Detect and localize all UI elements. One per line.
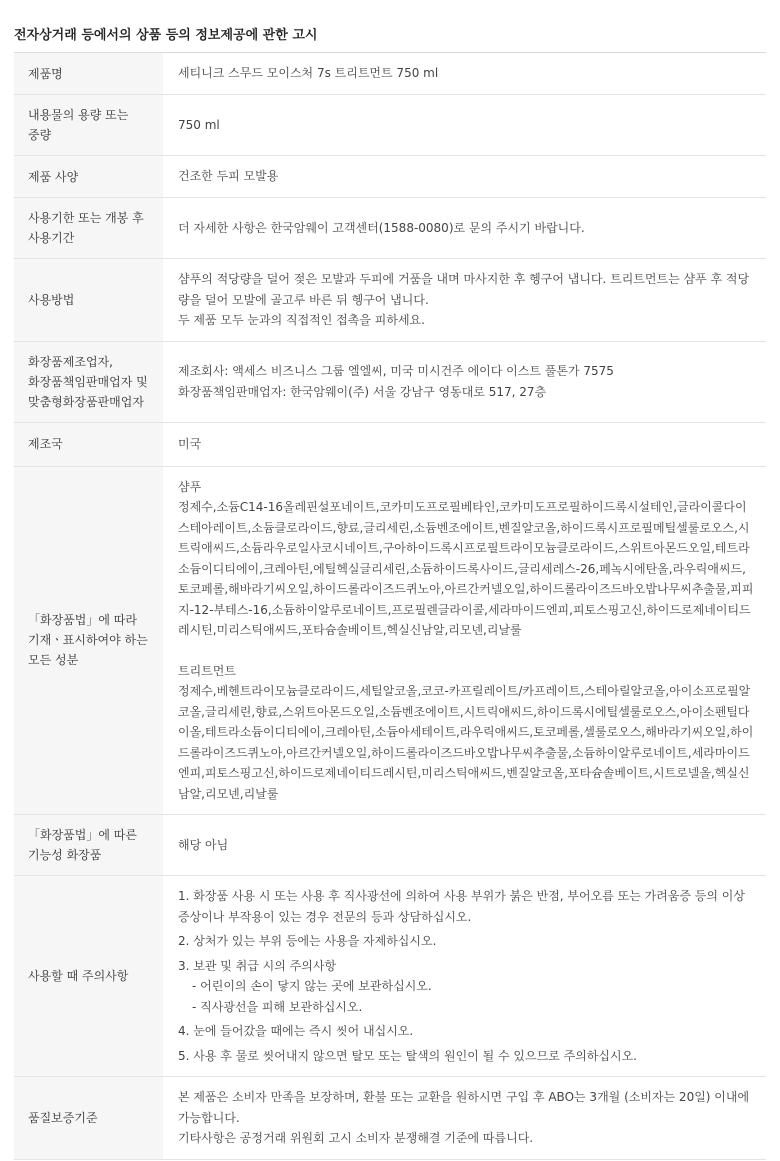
- row-value-volume: 750 ml: [178, 117, 220, 132]
- row-value-manufacturer: [163, 341, 766, 422]
- table-row: [14, 198, 766, 259]
- caution-item: 4. 눈에 들어갔을 때에는 즉시 씻어 내십시오.: [178, 1024, 414, 1038]
- row-value-product-name: 세티니크 스무드 모이스처 7s 트리트먼트 750 ml: [178, 66, 439, 81]
- caution-item: 3. 보관 및 취급 시의 주의사항: [178, 958, 337, 973]
- warranty-line: 기타사항은 공정거래 위원회 고시 소비자 분쟁해결 기준에 따릅니다.: [178, 1131, 534, 1145]
- treatment-ingredients: 정제수,베헨트라이모늄클로라이드,세틸알코올,코코-카프릴레이트/카프레이트,스테아릴알코올,아이소프로필알코올,글리세린,향료,스위트아몬드오일,소듐벤조에이트,시트릭애씨드,하이드록시에틸셀룰로오스,아이소펜틸다이올,테트라소듐이디티에이,크레아틴,소듐아세테이트,라우릭애씨드,토코페롤,셀룰로오스,해바라기씨오일,하이드롤라이즈드퀴노아,아르간커넬오일,하이드롤라이즈드바오밥나무씨추출물,소듐하이알루로네이트,세라마이드엔피,피토스핑고신,하이드로제네이티드레시틴,미리스틱애씨드,벤질알코올,포타슘솔베이트,시트로넬올,헥실신남알,리모넨,리날룰: [178, 684, 754, 801]
- table-row: [14, 156, 766, 198]
- table-row: [14, 259, 766, 342]
- section-title: 전자상거래 등에서의 상품 등의 정보제공에 관한 고시: [14, 28, 318, 43]
- row-label-volume: 내용물의 용량 또는 중량: [14, 95, 163, 156]
- table-row: [14, 1077, 766, 1160]
- warranty-line: 본 제품은 소비자 만족을 보장하며, 환불 또는 교환을 원하시면 구입 후 ABO는 3개월 (소비자는 20일) 이내에 가능합니다.: [178, 1090, 750, 1125]
- row-value-functional: 해당 아님: [178, 837, 229, 852]
- row-label-warranty: 품질보증기준: [14, 1077, 163, 1160]
- row-value-origin: 미국: [178, 436, 202, 451]
- row-value-usage: [163, 259, 766, 342]
- table-row: [14, 815, 766, 876]
- caution-item: 1. 화장품 사용 시 또는 사용 후 직사광선에 의하여 사용 부위가 붉은 반점, 부어오름 또는 가려움증 등의 이상 증상이나 부작용이 있는 경우 전문의 등과 상담하십시오.: [178, 889, 745, 924]
- table-row: [14, 95, 766, 156]
- row-value-cautions: [163, 876, 766, 1077]
- treatment-title: 트리트먼트: [178, 663, 236, 678]
- product-info-table: [14, 52, 766, 1160]
- caution-subitem: - 어린이의 손이 닿지 않는 곳에 보관하십시오.: [192, 979, 432, 993]
- caution-item: 5. 사용 후 물로 씻어내지 않으면 탈모 또는 탈색의 원인이 될 수 있으므로 주의하십시오.: [178, 1048, 637, 1063]
- shampoo-title: 샴푸: [178, 479, 202, 494]
- row-label-ingredients: 「화장품법」에 따라 기재ㆍ표시하여야 하는 모든 성분: [14, 466, 163, 815]
- row-value-expiry: 더 자세한 사항은 한국암웨이 고객센터(1588-0080)로 문의 주시기 바랍니다.: [178, 220, 585, 235]
- caution-item: 2. 상처가 있는 부위 등에는 사용을 자제하십시오.: [178, 934, 437, 948]
- usage-line: 샴푸의 적당량을 덜어 젖은 모발과 두피에 거품을 내며 마사지한 후 헹구어 냅니다. 트리트먼트는 샴푸 후 적당량을 덜어 모발에 골고루 바른 뒤 헹구어 냅니다.: [178, 272, 750, 307]
- row-label-functional: 「화장품법」에 따른 기능성 화장품: [14, 815, 163, 876]
- row-value-warranty: [163, 1077, 766, 1160]
- table-row: [14, 53, 766, 95]
- table-row: [14, 422, 766, 466]
- row-label-product-name: 제품명: [14, 53, 163, 95]
- row-label-expiry: 사용기한 또는 개봉 후 사용기간: [14, 198, 163, 259]
- row-label-manufacturer: 화장품제조업자, 화장품책임판매업자 및 맞춤형화장품판매업자: [14, 341, 163, 422]
- row-label-cautions: 사용할 때 주의사항: [14, 876, 163, 1077]
- shampoo-ingredients: 정제수,소듐C14-16올레핀설포네이트,코카미도프로필베타인,코카미도프로필하이드록시설테인,글라이콜다이스테아레이트,소듐클로라이드,향료,글리세린,소듐벤조에이트,벤질알코올,하이드록시프로필메틸셀룰로오스,시트릭애씨드,소듐라우로일사코시네이트,구아하이드록시프로필트라이모늄클로라이드,스위트아몬드오일,테트라소듐이디티에이,크레아틴,에틸헥실글리세린,소듐하이드록사이드,글리세레스-26,페녹시에탄올,라우릭애씨드,토코페롤,해바라기씨오일,하이드롤라이즈드퀴노아,아르간커넬오일,하이드롤라이즈드바오밥나무씨추출물,피피지-12-부테스-16,소듐하이알루로네이트,프로필렌글라이콜,세라마이드엔피,피토스핑고신,하이드로제네이티드레시틴,미리스틱애씨드,포타슘솔베이트,헥실신남알,리모넨,리날룰: [178, 500, 754, 637]
- row-label-usage: 사용방법: [14, 259, 163, 342]
- manufacturer-line: 화장품책임판매업자: 한국암웨이(주) 서울 강남구 영동대로 517, 27층: [178, 384, 547, 399]
- caution-subitem: - 직사광선을 피해 보관하십시오.: [192, 999, 363, 1014]
- usage-line: 두 제품 모두 눈과의 직접적인 접촉을 피하세요.: [178, 313, 425, 327]
- row-label-spec: 제품 사양: [14, 156, 163, 198]
- spacer: [178, 641, 754, 661]
- table-row: [14, 341, 766, 422]
- row-value-ingredients: [163, 466, 766, 815]
- row-value-spec: 건조한 두피 모발용: [178, 169, 279, 184]
- row-label-origin: 제조국: [14, 422, 163, 466]
- table-row: [14, 876, 766, 1077]
- table-row: [14, 466, 766, 815]
- manufacturer-line: 제조회사: 액세스 비즈니스 그룹 엘엘씨, 미국 미시건주 에이다 이스트 풀톤가 7575: [178, 364, 614, 378]
